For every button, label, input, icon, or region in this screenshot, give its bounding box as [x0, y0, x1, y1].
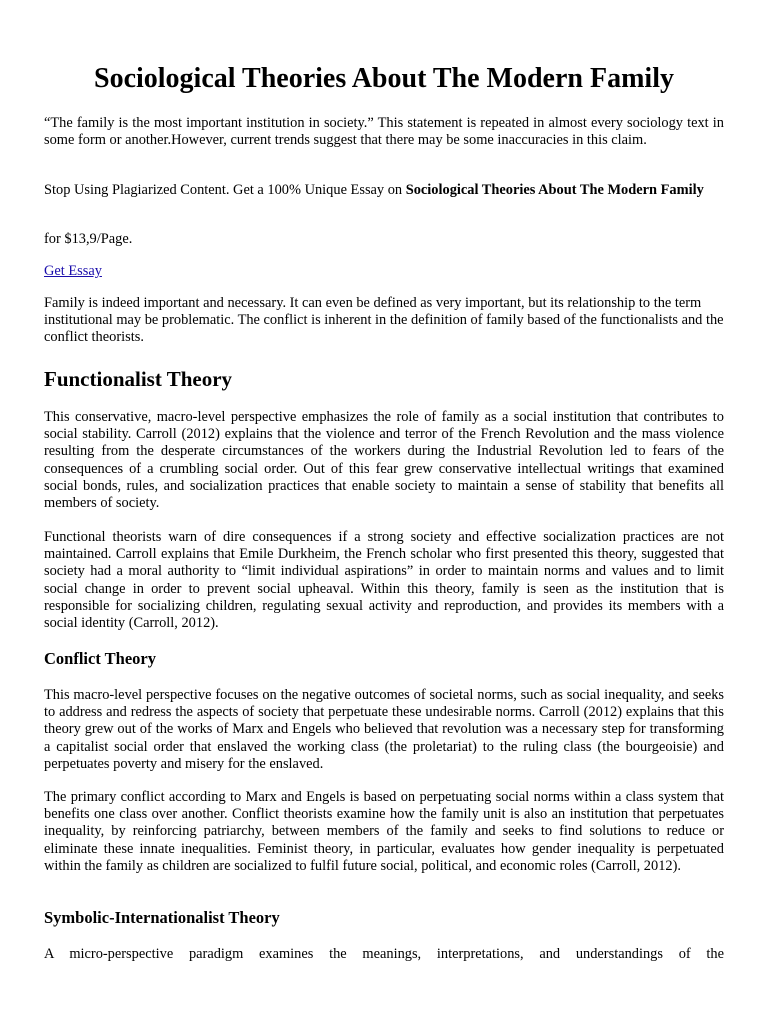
symbolic-heading: Symbolic-Internationalist Theory [44, 908, 280, 927]
conflict-heading: Conflict Theory [44, 649, 156, 668]
promo-paragraph [44, 182, 724, 199]
family-paragraph: Family is indeed important and necessary. It can even be defined as very important, but its relationship to the term institutional may be problematic. The conflict is inherent in the definition of family based of the functionalists and the conflict theorists. [44, 295, 724, 346]
conflict-paragraph-1: This macro-level perspective focuses on the negative outcomes of societal norms, such as social inequality, and seeks to address and redress the aspects of society that perpetuate these undesirable norms. Carroll (2012) explains that this theory grew out of the works of Marx and Engels who believed that revolution was a necessary step for transforming a capitalist social order that enslaved the working class (the proletariat) to the ruling class (the bourgeoisie) and perpetuates poverty and misery for the enslaved. [44, 687, 724, 772]
functionalist-paragraph-1: This conservative, macro-level perspective emphasizes the role of family as a social institution that contributes to social stability. Carroll (2012) explains that the violence and terror of the French Revolution and the mass violence resulting from the desperate circumstances of the workers during the Industrial Revolution led to fears of the consequences of a crumbling social order. Out of this fear grew conservative intellectual writings that examined social bonds, rules, and socialization practices that enable society to maintain a sense of stability that benefits all members of society. [44, 409, 724, 512]
intro-paragraph: “The family is the most important institution in society.” This statement is repeated in almost every sociology text in some form or another.However, current trends suggest that there may be some inaccuracies in this claim. [44, 115, 724, 149]
promo-essay-title: Sociological Theories About The Modern Family [405, 182, 704, 198]
symbolic-paragraph-1: A micro-perspective paradigm examines the meanings, interpretations, and understandings of the [44, 946, 724, 962]
get-essay-row [44, 263, 724, 280]
price-text: for $13,9/Page. [44, 231, 133, 247]
page-title: Sociological Theories About The Modern Family [94, 63, 674, 94]
promo-prefix: Stop Using Plagiarized Content. Get a 100% Unique Essay on [44, 182, 406, 198]
functionalist-paragraph-2: Functional theorists warn of dire consequences if a strong society and effective socialization practices are not maintained. Carroll explains that Emile Durkheim, the French scholar who first presented this theory, suggested that society had a moral authority to “limit individual aspirations” in order to maintain norms and values and to limit social change in order to prevent social upheaval. Within this theory, family is seen as the institution that is responsible for socializing children, regulating sexual activity and reproduction, and provides its members with a social identity (Carroll, 2012). [44, 529, 724, 632]
get-essay-link[interactable]: Get Essay [44, 263, 102, 279]
functionalist-heading: Functionalist Theory [44, 367, 233, 391]
conflict-paragraph-2: The primary conflict according to Marx and Engels is based on perpetuating social norms within a class system that benefits one class over another. Conflict theorists examine how the family unit is also an institution that perpetuates inequality, by reinforcing patriarchy, between members of the family and seeks to find solutions to reduce or eliminate these innate inequalities. Feminist theory, in particular, evaluates how gender inequality is perpetuated within the family as children are socialized to fulfil future social, political, and economic roles (Carroll, 2012). [44, 789, 724, 874]
